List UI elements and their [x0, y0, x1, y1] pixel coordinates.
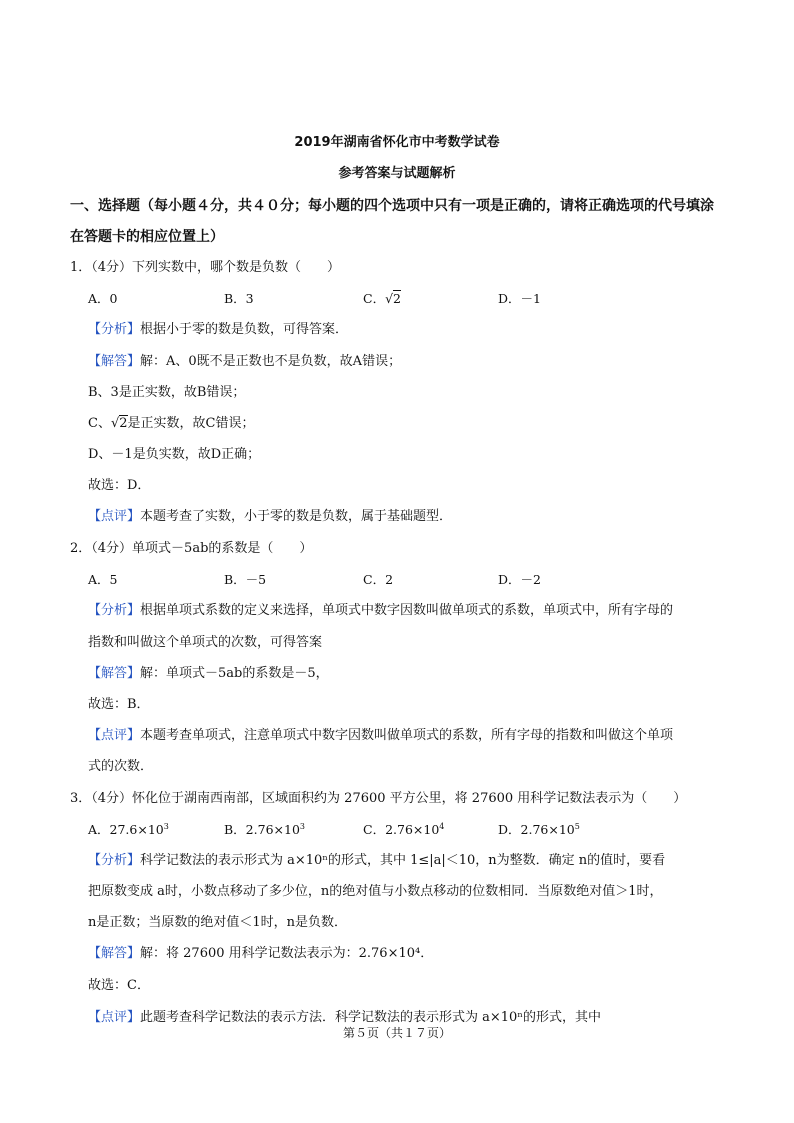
q1-answer-line-5: 故选：D．: [88, 478, 151, 493]
q1-answer-line-3: [88, 415, 254, 433]
answer-tag: 【解答】: [88, 666, 141, 681]
section-heading-line-1: 一、选择题（每小题４分，共４０分；每小题的四个选项中只有一项是正确的，请将正确选项的代号填涂: [70, 198, 714, 214]
q3-option-a-base: A．27.6×10: [88, 822, 164, 837]
q1-option-d: D．－1: [498, 291, 541, 306]
q3-option-a: [88, 821, 169, 839]
q1-option-c: [363, 290, 401, 308]
q1-option-c-label: C．: [363, 291, 386, 306]
q3-answer-text-1: 解：将 27600 用科学记数法表示为：2.76×10⁴．: [140, 946, 434, 961]
question-2-stem: 2．（4分）单项式－5ab的系数是（ ）: [70, 541, 313, 556]
q3-option-b: [224, 821, 305, 839]
q1-analysis: [88, 321, 348, 339]
q3-comment-text: 此题考查科学记数法的表示方法．科学记数法的表示形式为 a×10ⁿ的形式，其中: [140, 1010, 601, 1025]
q2-analysis-line-2: 指数和叫做这个单项式的次数，可得答案: [88, 635, 323, 650]
page-footer: 第５页（共１７页）: [342, 1026, 451, 1040]
q2-option-c: C．2: [363, 572, 394, 587]
q3-answer-line-2: 故选：C．: [88, 978, 150, 993]
page-title: 2019年湖南省怀化市中考数学试卷: [294, 135, 500, 150]
q3-option-c: [363, 821, 444, 839]
page-subtitle: 参考答案与试题解析: [338, 166, 456, 181]
q1-answer-line-3-radicand: 2: [119, 416, 128, 431]
comment-tag: 【点评】: [88, 728, 141, 743]
q3-option-b-base: B．2.76×10: [224, 822, 300, 837]
q1-answer-line-3-post: 是正实数，故C错误；: [127, 416, 255, 431]
q2-comment-line-1: [88, 727, 673, 745]
q2-comment-text-1: 本题考查单项式，注意单项式中数字因数叫做单项式的系数，所有字母的指数和叫做这个单项: [140, 728, 674, 743]
q1-answer-line-4: D、－1是负实数，故D正确；: [88, 447, 261, 462]
question-1-stem: 1．（4分）下列实数中，哪个数是负数（ ）: [70, 260, 341, 275]
q2-option-a: A．5: [88, 572, 118, 587]
analysis-tag: 【分析】: [88, 603, 141, 618]
analysis-tag: 【分析】: [88, 853, 141, 868]
q2-answer-line-2: 故选：B．: [88, 697, 150, 712]
q2-answer-text-1: 解：单项式－5ab的系数是－5，: [140, 666, 329, 681]
q1-answer-text-1: 解：A、0既不是正数也不是负数，故A错误；: [140, 354, 402, 369]
q3-option-c-exp: 4: [439, 822, 445, 831]
q1-option-b: B．3: [224, 291, 254, 306]
q3-analysis-line-2: 把原数变成 a时，小数点移动了多少位，n的绝对值与小数点移动的位数相同．当原数绝对值＞1时，: [88, 884, 663, 899]
q3-analysis-line-1: [88, 852, 665, 870]
q3-analysis-line-3: n是正数；当原数的绝对值＜1时，n是负数．: [88, 915, 348, 930]
q3-analysis-text-1: 科学记数法的表示形式为 a×10ⁿ的形式，其中 1≤|a|＜10，n为整数．确定 n的值时，要看: [140, 853, 666, 868]
sqrt-icon: √2: [385, 291, 401, 306]
q2-option-b: B．－5: [224, 572, 267, 587]
section-heading-line-2: 在答题卡的相应位置上）: [70, 229, 224, 245]
q1-analysis-text: 根据小于零的数是负数，可得答案．: [140, 322, 349, 337]
q2-option-d: D．－2: [498, 572, 541, 587]
question-3-stem: 3．（4分）怀化位于湖南西南部，区域面积约为 27600 平方公里，将 27600 用科学记数法表示为（ ）: [70, 791, 687, 806]
q1-answer-line-2: B、3是正实数，故B错误；: [88, 385, 246, 400]
q1-option-c-radicand: 2: [393, 291, 401, 306]
q3-option-a-exp: 3: [163, 822, 169, 831]
answer-tag: 【解答】: [88, 946, 141, 961]
q1-comment: [88, 508, 452, 526]
q1-comment-text: 本题考查了实数，小于零的数是负数，属于基础题型．: [140, 509, 453, 524]
sqrt-icon: √2: [110, 416, 128, 431]
q2-analysis-text-1: 根据单项式系数的定义来选择，单项式中数字因数叫做单项式的系数，单项式中，所有字母的: [140, 603, 674, 618]
q3-option-d-exp: 5: [574, 822, 580, 831]
q3-option-d: [498, 821, 580, 839]
analysis-tag: 【分析】: [88, 322, 141, 337]
comment-tag: 【点评】: [88, 1010, 141, 1025]
q2-answer-line-1: [88, 665, 329, 683]
q3-answer-line-1: [88, 945, 433, 963]
q3-option-c-base: C．2.76×10: [363, 822, 440, 837]
q2-analysis-line-1: [88, 602, 673, 620]
q3-option-d-base: D．2.76×10: [498, 822, 575, 837]
q1-answer-line-3-pre: C、: [88, 416, 111, 431]
answer-tag: 【解答】: [88, 354, 141, 369]
q2-comment-line-2: 式的次数．: [88, 759, 154, 774]
q1-option-a: A．0: [88, 291, 118, 306]
q3-option-b-exp: 3: [299, 822, 305, 831]
comment-tag: 【点评】: [88, 509, 141, 524]
q1-answer-line-1: [88, 353, 401, 371]
